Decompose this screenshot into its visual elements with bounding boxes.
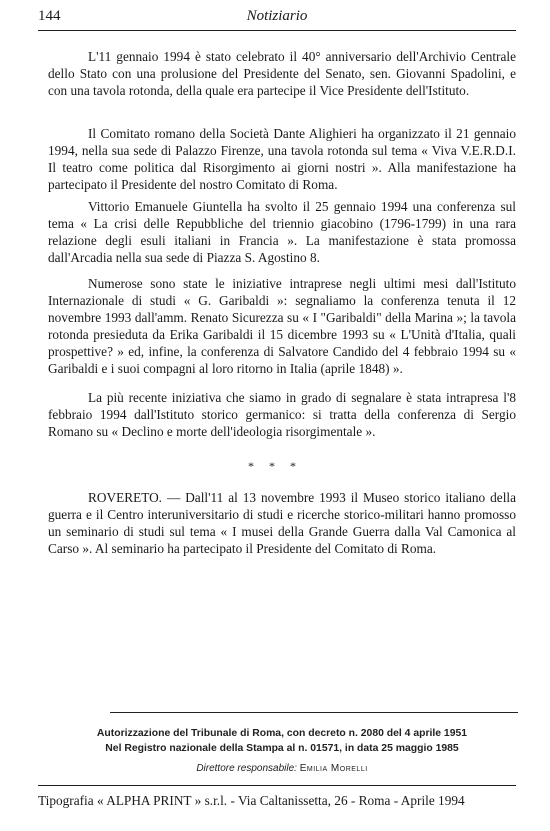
printer-divider [38,785,516,786]
director-name: Emilia Morelli [299,763,368,774]
paragraph-text: Il Comitato romano della Società Dante Alighieri ha organizzato il 21 gennaio 1994, nella sua sede di Palazzo Firenze, una tavola rotonda sul tema « Viva V.E.R.D.I. Il teatro come politica dal Risorgimento ai giorni nostri ». Alla manifestazione ha partecipato il Presidente del nostro Comitato di Roma. [48,126,516,192]
paragraph-giuntella [48,198,516,266]
footer-divider [110,712,518,713]
running-title: Notiziario [246,8,308,24]
paragraph-text: L'11 gennaio 1994 è stato celebrato il 40° anniversario dell'Archivio Centrale dello Stato con una prolusione del Presidente del Senato, sen. Giovanni Spadolini, e con una tavola rotonda, della quale era partecipe il Vice Presidente dell'Istituto. [48,49,516,98]
paragraph-dante-alighieri [48,125,516,193]
paragraph-istituto-germanico [48,389,516,440]
director-label: Direttore responsabile: [196,763,297,774]
section-separator: * * * [248,459,302,473]
court-line: Nel Registro nazionale della Stampa al n. 01571, in data 25 maggio 1985 [105,743,459,754]
court-line: Autorizzazione del Tribunale di Roma, con decreto n. 2080 del 4 aprile 1951 [96,728,468,739]
paragraph-text: Numerose sono state le iniziative intraprese negli ultimi mesi dall'Istituto Internazionale di studi « G. Garibaldi »: segnaliamo la conferenza tenuta il 12 novembre 1993 dall'amm. Renato Sicurezza su « I "Garibaldi" della Marina »; la tavola rotonda presieduta da Erika Garibaldi il 15 dicembre 1993 su « L'Unità d'Italia, quali prospettive? » ed, infine, la conferenza di Salvatore Candido del 4 febbraio 1994 su « Garibaldi e i suoi compagni al loro ritorno in Italia (aprile 1848) ». [48,276,516,376]
paragraph-rovereto [48,489,516,557]
court-authorization [48,726,516,756]
paragraph-text: La più recente iniziativa che siamo in grado di segnalare è stata intrapresa l'8 febbraio 1994 dall'Istituto storico germanico: si tratta della conferenza di Sergio Romano su « Declino e morte dell'ideologia risorgimentale ». [48,390,516,439]
paragraph-garibaldi [48,275,516,377]
page-number: 144 [38,8,61,24]
paragraph-text: ROVERETO. — Dall'11 al 13 novembre 1993 il Museo storico italiano della guerra e il Centro interuniversitario di studi e ricerche storico-militari hanno promosso un seminario di studi sul tema « I musei della Grande Guerra dalla Val Camonica al Carso ». Al seminario ha partecipato il Presidente del Comitato di Roma. [48,490,516,556]
paragraph-text: Vittorio Emanuele Giuntella ha svolto il 25 gennaio 1994 una conferenza sul tema « La crisi delle Repubbliche del triennio giacobino (1796-1799) in una rara relazione degli esuli italiani in Francia ». La manifestazione è stata promossa dall'Arcadia nella sua sede di Piazza S. Agostino 8. [48,199,516,265]
page-header [38,6,516,31]
director-line [48,763,516,774]
printer-imprint: Tipografia « ALPHA PRINT » s.r.l. - Via Caltanissetta, 26 - Roma - Aprile 1994 [38,793,465,808]
paragraph-archivio [48,48,516,99]
